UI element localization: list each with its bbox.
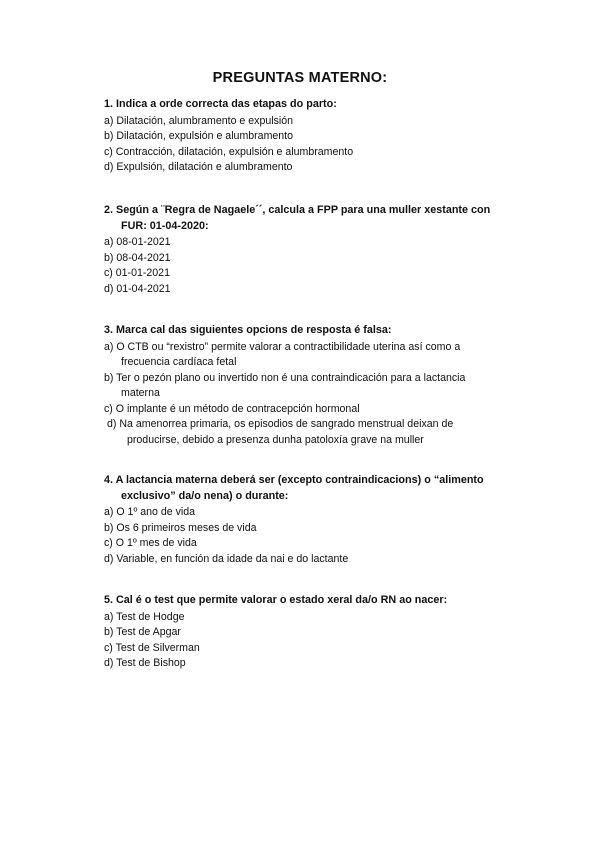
- question-5: [104, 593, 524, 672]
- question-2: [104, 203, 524, 297]
- question-2-text: [104, 203, 524, 234]
- question-3-option-a-line2: frecuencia cardíaca fetal: [121, 356, 237, 369]
- question-5-option-c: c) Test de Silverman: [104, 641, 200, 654]
- question-4-option-d: d) Variable, en función da idade da nai e do lactante: [104, 552, 349, 565]
- question-3-option-a: [104, 340, 524, 371]
- question-1-text: 1. Indica a orde correcta das etapas do parto:: [104, 98, 337, 110]
- question-3-option-d-line2: producirse, debido a presenza dunha patoloxía grave na muller: [127, 434, 424, 447]
- question-3-option-d-line1: d) Na amenorrea primaria, os episodios de sangrado menstrual deixan de: [107, 418, 454, 431]
- question-2-text-line1: 2. Según a ¨Regra de Nagaele´´, calcula a FPP para una muller xestante con: [104, 204, 491, 216]
- question-1-option-d: d) Expulsión, dilatación e alumbramento: [104, 161, 293, 174]
- question-3-option-c: [104, 402, 524, 418]
- question-5-option-b: b) Test de Apgar: [104, 626, 181, 639]
- question-2-option-d: d) 01-04-2021: [104, 282, 171, 295]
- question-3-option-d: [104, 417, 524, 448]
- question-5-option-d: d) Test de Bishop: [104, 657, 186, 670]
- question-4-option-a: a) O 1º ano de vida: [104, 506, 196, 518]
- page-title: PREGUNTAS MATERNO:: [212, 70, 388, 86]
- question-4-text-line2: exclusivo” da/o nena) o durante:: [121, 489, 289, 502]
- question-1-option-a: a) Dilatación, alumbramento e expulsión: [104, 114, 294, 127]
- question-1: [104, 97, 524, 176]
- question-1-option-b: b) Dilatación, expulsión e alumbramento: [104, 130, 294, 143]
- question-4-text-line1: 4. A lactancia materna deberá ser (excepto contraindicacions) o “alimento: [104, 474, 484, 486]
- question-4-option-b: b) Os 6 primeiros meses de vida: [104, 521, 257, 534]
- question-4-text: [104, 473, 524, 504]
- question-3-option-a-line1: a) O CTB ou “rexistro” permite valorar a contractibilidade uterina así como a: [104, 340, 461, 353]
- question-3-option-b-line1: b) Ter o pezón plano ou invertido non é una contraindicación para a lactancia: [104, 371, 466, 384]
- question-4-option-c: c) O 1º mes de vida: [104, 537, 197, 550]
- question-5-option-a: a) Test de Hodge: [104, 610, 185, 623]
- question-1-option-c: c) Contracción, dilatación, expulsión e alumbramento: [104, 145, 354, 158]
- question-4: [104, 473, 524, 567]
- question-3-text: 3. Marca cal das siguientes opcions de resposta é falsa:: [104, 324, 392, 336]
- question-5-text: 5. Cal é o test que permite valorar o estado xeral da/o RN ao nacer:: [104, 594, 448, 606]
- question-2-option-b: b) 08-04-2021: [104, 251, 171, 264]
- question-3-option-b: [104, 371, 524, 402]
- question-2-option-a: a) 08-01-2021: [104, 236, 171, 248]
- question-3-option-b-line2: materna: [121, 387, 160, 400]
- question-2-text-line2: FUR: 01-04-2020:: [121, 219, 209, 232]
- question-3: [104, 323, 524, 449]
- question-2-option-c: c) 01-01-2021: [104, 267, 170, 280]
- question-3-option-c-line1: c) O implante é un método de contracepción hormonal: [104, 402, 360, 415]
